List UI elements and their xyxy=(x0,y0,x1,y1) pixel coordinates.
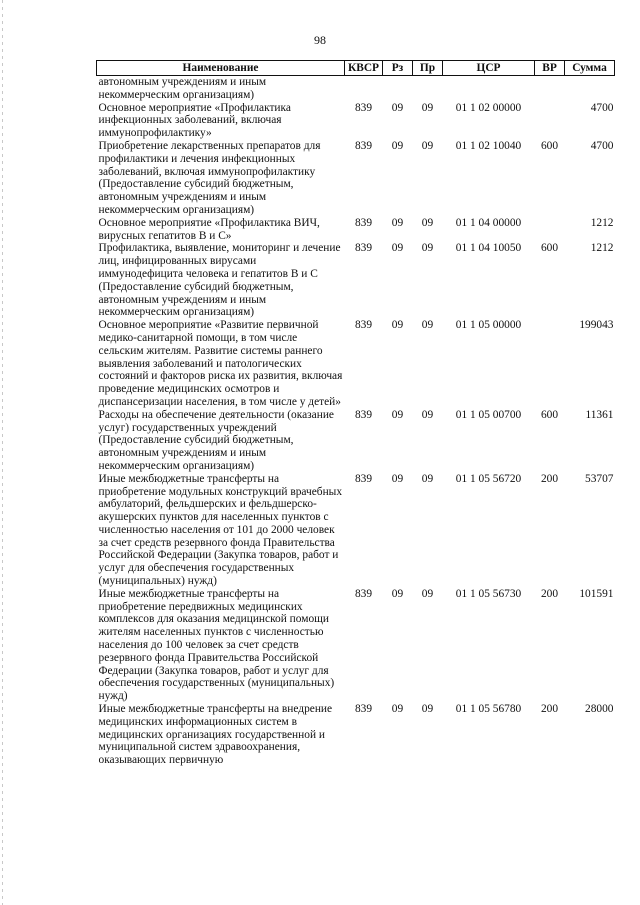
row-vr: 200 xyxy=(540,472,559,485)
row-rz: 09 xyxy=(391,101,404,114)
row-rz: 09 xyxy=(391,587,404,600)
row-sum: 4700 xyxy=(590,101,614,114)
row-name: Профилактика, выявление, мониторинг и лечение лиц, инфицированных вирусами иммунодефицита человека и гепатитов В и С (Предоставление субсидий бюджетным, автономным учреждениям и иным некоммерческим организациям) xyxy=(98,242,341,319)
row-pr: 09 xyxy=(421,319,434,332)
row-name: Расходы на обеспечение деятельности (оказание услуг) государственных учреждений (Предоставление субсидий бюджетным, автономным учреждениям и иным некоммерческим организациям) xyxy=(98,408,334,472)
table-row xyxy=(97,76,615,102)
row-pr: 09 xyxy=(421,242,434,255)
row-kvsr: 839 xyxy=(354,242,373,255)
header-name: Наименование xyxy=(97,61,345,76)
table-row xyxy=(97,703,615,767)
row-csr: 01 1 05 00000 xyxy=(455,319,522,332)
table-row xyxy=(97,217,615,243)
row-rz: 09 xyxy=(391,242,404,255)
row-pr: 09 xyxy=(421,139,434,152)
row-pr: 09 xyxy=(421,587,434,600)
row-name: автономным учреждениям и иным некоммерческим организациям) xyxy=(98,76,267,101)
row-vr xyxy=(535,76,565,102)
scan-edge-mark xyxy=(2,0,3,905)
table-row xyxy=(97,319,615,409)
row-name: Приобретение лекарственных препаратов для профилактики и лечения инфекционных заболеваний, включая иммунопрофилактику (Предоставление субсидий бюджетным, автономным учреждениям и иным некоммерческим организациям) xyxy=(98,139,321,216)
row-sum xyxy=(565,76,615,102)
table-row xyxy=(97,242,615,319)
row-kvsr: 839 xyxy=(354,101,373,114)
table-row xyxy=(97,140,615,217)
row-pr: 09 xyxy=(421,703,434,716)
row-vr xyxy=(535,319,565,409)
row-pr xyxy=(413,76,443,102)
row-name: Основное мероприятие «Профилактика инфекционных заболеваний, включая иммунопрофилактику» xyxy=(98,101,291,140)
row-pr: 09 xyxy=(421,472,434,485)
row-vr: 200 xyxy=(540,587,559,600)
row-sum: 1212 xyxy=(590,242,614,255)
row-rz: 09 xyxy=(391,703,404,716)
table-row xyxy=(97,102,615,140)
row-csr: 01 1 02 10040 xyxy=(455,139,522,152)
row-csr: 01 1 05 56730 xyxy=(455,587,522,600)
row-name: Основное мероприятие «Развитие первичной медико-санитарной помощи, в том числе сельским жителям. Развитие системы раннего выявления заболеваний и патологических состояний и факторов риска их развития, включая проведение медицинских осмотров и диспансеризации населения, в том числе у детей» xyxy=(98,319,343,408)
row-pr: 09 xyxy=(421,216,434,229)
header-pr: Пр xyxy=(413,61,443,76)
row-sum: 28000 xyxy=(585,703,614,716)
row-sum: 1212 xyxy=(590,216,614,229)
row-kvsr: 839 xyxy=(354,139,373,152)
row-vr xyxy=(535,217,565,243)
row-pr: 09 xyxy=(421,101,434,114)
table-row xyxy=(97,409,615,473)
row-kvsr: 839 xyxy=(354,319,373,332)
row-csr: 01 1 05 56780 xyxy=(455,703,522,716)
row-kvsr: 839 xyxy=(354,472,373,485)
row-vr xyxy=(535,102,565,140)
row-sum: 11361 xyxy=(585,408,614,421)
row-vr: 600 xyxy=(540,408,559,421)
row-vr: 600 xyxy=(540,139,559,152)
row-rz: 09 xyxy=(391,216,404,229)
table-row xyxy=(97,588,615,703)
row-sum: 199043 xyxy=(579,319,614,332)
row-csr: 01 1 04 10050 xyxy=(455,242,522,255)
row-csr xyxy=(443,76,535,102)
row-vr: 600 xyxy=(540,242,559,255)
row-name: Иные межбюджетные трансферты на приобретение передвижных медицинских комплексов для оказания медицинской помощи жителям населенных пунктов с численностью населения до 100 человек за счет средств резервного фонда Правительства Российской Федерации (Закупка товаров, работ и услуг для обеспечения государственных (муниципальных) нужд) xyxy=(98,587,335,703)
row-name: Основное мероприятие «Профилактика ВИЧ, вирусных гепатитов В и С» xyxy=(98,216,320,242)
header-kvsr: КВСР xyxy=(345,61,383,76)
row-sum: 4700 xyxy=(590,139,614,152)
header-rz: Рз xyxy=(383,61,413,76)
row-csr: 01 1 02 00000 xyxy=(455,101,522,114)
row-rz: 09 xyxy=(391,408,404,421)
row-rz: 09 xyxy=(391,319,404,332)
row-name: Иные межбюджетные трансферты на приобретение модульных конструкций врачебных амбулаторий, фельдшерских и фельдшерско-акушерских пунктов для населенных пунктов с численностью населения от 101 до 2000 человек за счет средств резервного фонда Правительства Российской Федерации (Закупка товаров, работ и услуг для обеспечения государственных (муниципальных) нужд) xyxy=(98,472,343,588)
budget-table xyxy=(96,60,615,767)
row-rz: 09 xyxy=(391,139,404,152)
table-row xyxy=(97,473,615,588)
row-pr: 09 xyxy=(421,408,434,421)
row-name: Иные межбюджетные трансферты на внедрение медицинских информационных систем в медицинских организациях государственной и муниципальной систем здравоохранения, оказывающих первичную xyxy=(98,703,333,767)
header-vr: ВР xyxy=(535,61,565,76)
row-kvsr: 839 xyxy=(354,216,373,229)
row-csr: 01 1 05 56720 xyxy=(455,472,522,485)
row-sum: 101591 xyxy=(579,587,614,600)
header-sum: Сумма xyxy=(565,61,615,76)
page-number: 98 xyxy=(314,33,326,47)
row-rz xyxy=(383,76,413,102)
row-kvsr: 839 xyxy=(354,587,373,600)
row-csr: 01 1 04 00000 xyxy=(455,216,522,229)
row-rz: 09 xyxy=(391,472,404,485)
row-kvsr xyxy=(345,76,383,102)
row-sum: 53707 xyxy=(585,472,614,485)
row-kvsr: 839 xyxy=(354,408,373,421)
row-vr: 200 xyxy=(540,703,559,716)
table-header-row xyxy=(97,61,615,76)
header-csr: ЦСР xyxy=(443,61,535,76)
row-csr: 01 1 05 00700 xyxy=(455,408,522,421)
row-kvsr: 839 xyxy=(354,703,373,716)
